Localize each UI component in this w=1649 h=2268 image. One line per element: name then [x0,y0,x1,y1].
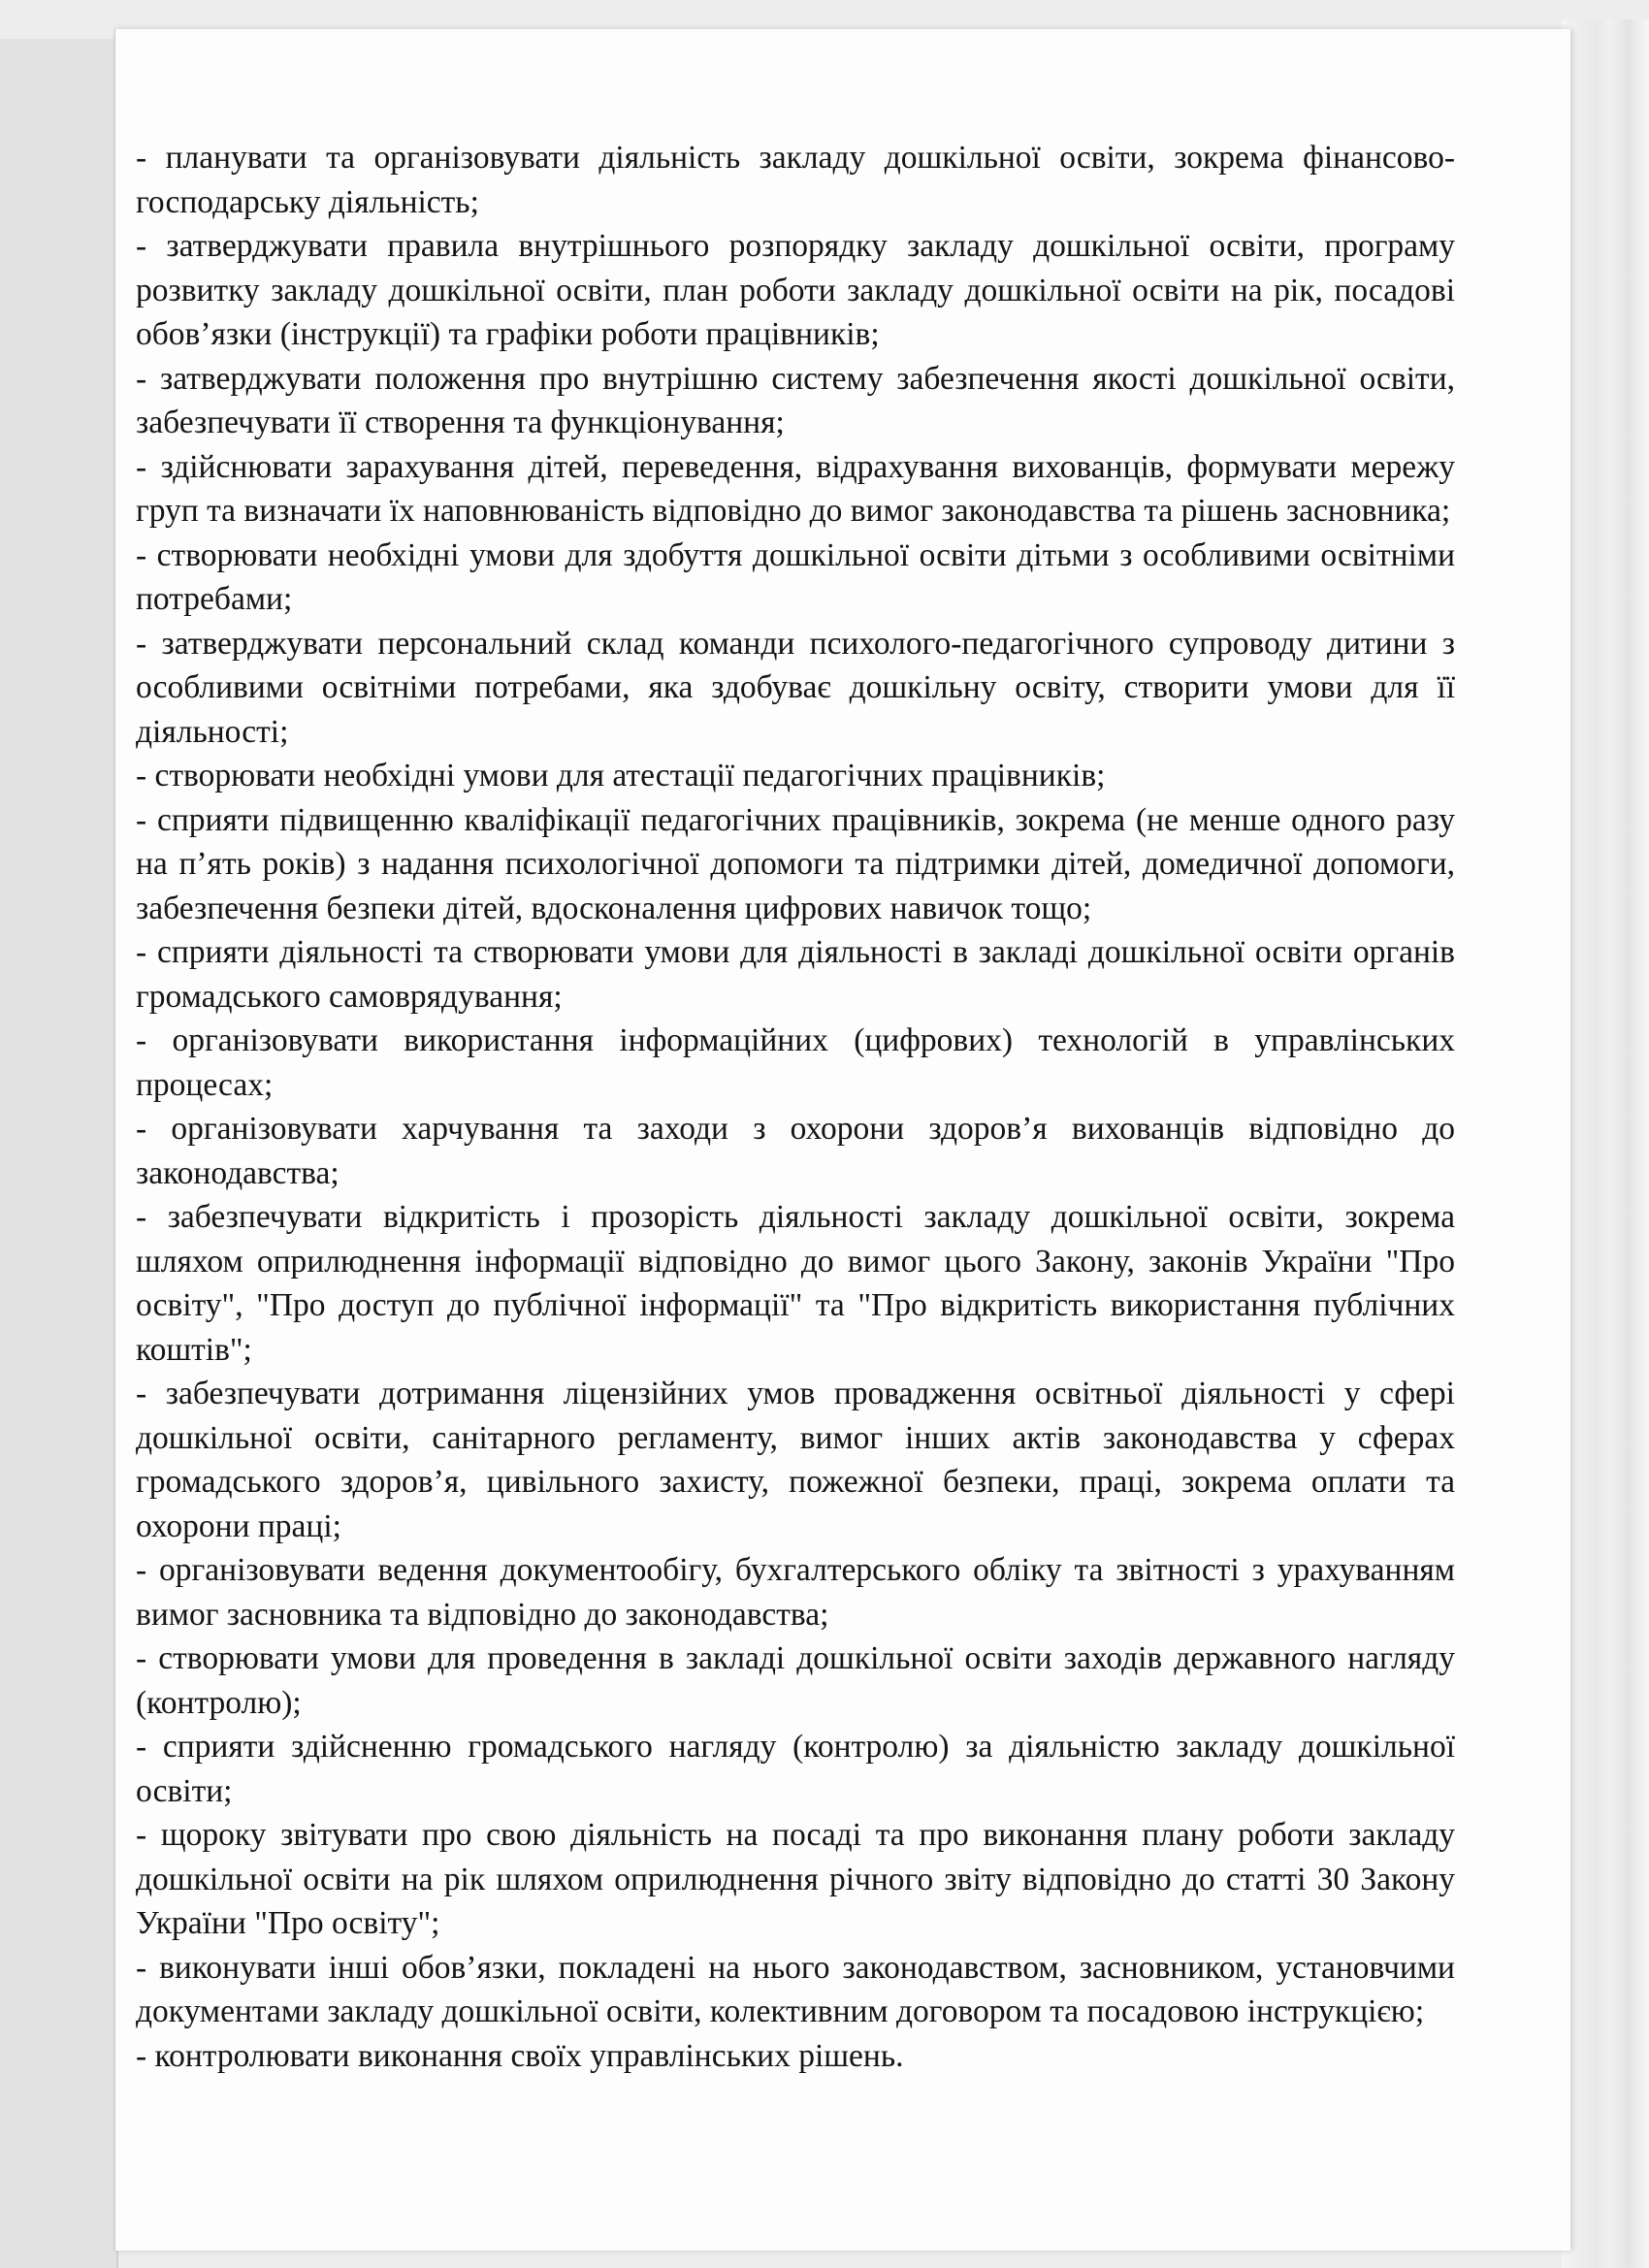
duty-item: - організовувати харчування та заходи з охорони здоров’я вихованців відповідно до законодавства; [136,1111,1455,1191]
duty-item: - організовувати ведення документообігу, бухгалтерського обліку та звітності з урахуванням вимог засновника та відповідно до законодавства; [136,1552,1455,1633]
duty-item: - затверджувати правила внутрішнього розпорядку закладу дошкільної освіти, програму розвитку закладу дошкільної освіти, план роботи закладу дошкільної освіти на рік, посадові обов’язки (інструкції) та графіки роботи працівників; [136,228,1455,352]
duty-item: - забезпечувати дотримання ліцензійних умов провадження освітньої діяльності у сфері дошкільної освіти, санітарного регламенту, вимог інших актів законодавства у сферах громадського здоров’я, цивільного захисту, пожежної безпеки, праці, зокрема оплати та охорони праці; [136,1376,1455,1544]
duty-item: - здійснювати зарахування дітей, переведення, відрахування вихованців, формувати мережу груп та визначати їх наповнюваність відповідно до вимог законодавства та рішень засновника; [136,448,1455,529]
duty-item: - створювати необхідні умови для атестації педагогічних працівників; [136,758,1106,794]
duty-item: - планувати та організовувати діяльність закладу дошкільної освіти, зокрема фінансово-господарську діяльність; [136,140,1455,220]
duty-item: - створювати умови для проведення в закладі дошкільної освіти заходів державного нагляду (контролю); [136,1640,1455,1721]
underlying-page-edge [0,39,118,2268]
duty-item: - сприяти діяльності та створювати умови для діяльності в закладі дошкільної освіти органів громадського самоврядування; [136,934,1455,1015]
duties-list [136,136,1455,2078]
duty-item: - створювати необхідні умови для здобуття дошкільної освіти дітьми з особливими освітніми потребами; [136,536,1455,617]
duty-item: - організовувати використання інформаційних (цифрових) технологій в управлінських процесах; [136,1022,1455,1103]
duty-item: - виконувати інші обов’язки, покладені на нього законодавством, засновником, установчими документами закладу дошкільної освіти, колективним договором та посадовою інструкцією; [136,1949,1455,2029]
duty-item: - контролювати виконання своїх управлінських рішень. [136,2037,904,2074]
duty-item: - затверджувати положення про внутрішню систему забезпечення якості дошкільної освіти, забезпечувати її створення та функціонування; [136,360,1455,440]
duty-item: - сприяти здійсненню громадського нагляду (контролю) за діяльністю закладу дошкільної освіти; [136,1729,1455,1809]
duty-item: - щороку звітувати про свою діяльність на посаді та про виконання плану роботи закладу дошкільної освіти на рік шляхом оприлюднення річного звіту відповідно до статті 30 Закону України "Про освіту"; [136,1817,1455,1941]
duty-item: - сприяти підвищенню кваліфікації педагогічних працівників, зокрема (не менше одного разу на п’ять років) з надання психологічної допомоги та підтримки дітей, домедичної допомоги, забезпечення безпеки дітей, вдосконалення цифрових навичок тощо; [136,801,1455,926]
duty-item: - забезпечувати відкритість і прозорість діяльності закладу дошкільної освіти, зокрема шляхом оприлюднення інформації відповідно до вимог цього Закону, законів України "Про освіту", "Про доступ до публічної інформації" та "Про відкритість використання публічних коштів"; [136,1199,1455,1368]
duty-item: - затверджувати персональний склад команди психолого-педагогічного супроводу дитини з особливими освітніми потребами, яка здобуває дошкільну освіту, створити умови для її діяльності; [136,625,1455,750]
page-stack-edge [1562,19,1649,2268]
